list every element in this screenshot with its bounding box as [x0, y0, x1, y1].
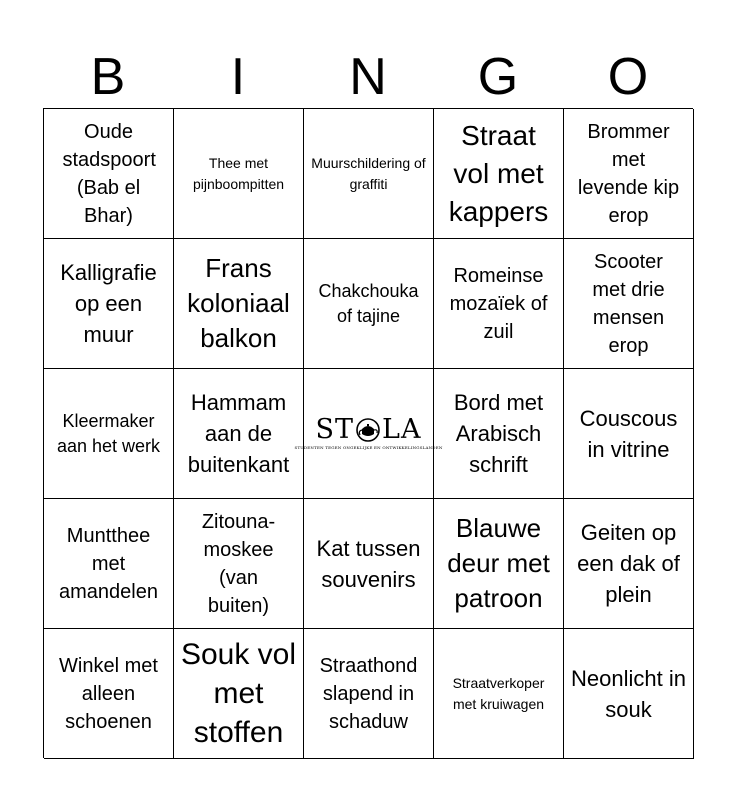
cell-text: Geiten op een dak of plein [577, 520, 680, 607]
cell-text: Kleermaker aan het werk [56, 410, 161, 456]
bingo-cell[interactable] [434, 239, 564, 369]
bingo-cell[interactable] [564, 109, 694, 239]
cell-text: Blauwe deur met patroon [447, 513, 550, 613]
bingo-cell[interactable] [434, 369, 564, 499]
bingo-cell[interactable] [304, 239, 434, 369]
bingo-cell[interactable] [174, 499, 304, 629]
bingo-cell[interactable] [174, 369, 304, 499]
bingo-cell[interactable] [434, 109, 564, 239]
bingo-cell[interactable] [564, 499, 694, 629]
cell-text: Zitouna-moskee (van buiten) [201, 510, 276, 617]
bingo-cell[interactable] [304, 109, 434, 239]
cell-text: Bord met Arabisch schrift [453, 390, 544, 477]
cell-text: Thee met pijnboompitten [192, 154, 285, 192]
cell-text: Muntthee met amandelen [59, 524, 158, 603]
bingo-cell[interactable] [304, 629, 434, 759]
bingo-cell[interactable] [434, 499, 564, 629]
cell-text: Kalligrafie op een muur [60, 260, 157, 347]
bingo-cell[interactable] [564, 629, 694, 759]
cell-text: Straathond slapend in schaduw [319, 654, 418, 733]
cell-text: Neonlicht in souk [571, 665, 686, 722]
logo-text-left: ST [315, 414, 355, 445]
bingo-cell[interactable] [564, 369, 694, 499]
cell-text: Romeinse mozaïek of zuil [449, 264, 548, 343]
header-letter-n: N [349, 48, 387, 106]
header-letter-g: G [477, 48, 519, 106]
cell-text: Scooter met drie mensen erop [592, 250, 665, 357]
bingo-header [43, 42, 693, 108]
cell-text: Kat tussen souvenirs [316, 535, 421, 592]
cell-text: Straat vol met kappers [448, 119, 549, 227]
cell-text: Couscous in vitrine [579, 405, 678, 462]
header-letter-b: B [90, 48, 126, 106]
cell-text: Winkel met alleen schoenen [59, 654, 158, 733]
cell-text: Oude stadspoort (Bab el Bhar) [62, 120, 156, 227]
bingo-cell[interactable] [44, 239, 174, 369]
bingo-cell[interactable] [44, 369, 174, 499]
cell-text: Souk vol met stoffen [180, 638, 297, 749]
bingo-cell[interactable] [434, 629, 564, 759]
logo-tagline: STUDENTEN TEGEN ONGEKLIJKE EN ONTWIKKELINGSLANDEN [294, 445, 443, 450]
bingo-board [43, 108, 693, 758]
stola-logo [316, 416, 422, 443]
bingo-cell[interactable] [304, 499, 434, 629]
header-letter-o: O [607, 48, 649, 106]
cell-text: Hammam aan de buitenkant [187, 390, 290, 477]
cell-text: Straatverkoper met kruiwagen [452, 674, 545, 712]
logo-text-right: LA [382, 414, 422, 445]
bingo-cell[interactable] [564, 239, 694, 369]
bingo-cell[interactable] [174, 109, 304, 239]
cell-text: Brommer met levende kip erop [577, 120, 680, 227]
bingo-cell[interactable] [174, 239, 304, 369]
cell-text: Muurschildering of graffiti [311, 154, 426, 192]
header-letter-i: I [230, 48, 246, 106]
bingo-cell[interactable] [44, 629, 174, 759]
free-space-cell[interactable] [294, 369, 443, 499]
cell-text: Frans koloniaal balkon [187, 253, 290, 353]
cell-text: Chakchouka of tajine [318, 280, 419, 326]
bingo-cell[interactable] [44, 109, 174, 239]
bingo-cell[interactable] [174, 629, 304, 759]
teapot-icon [355, 417, 381, 443]
bingo-cell[interactable] [44, 499, 174, 629]
